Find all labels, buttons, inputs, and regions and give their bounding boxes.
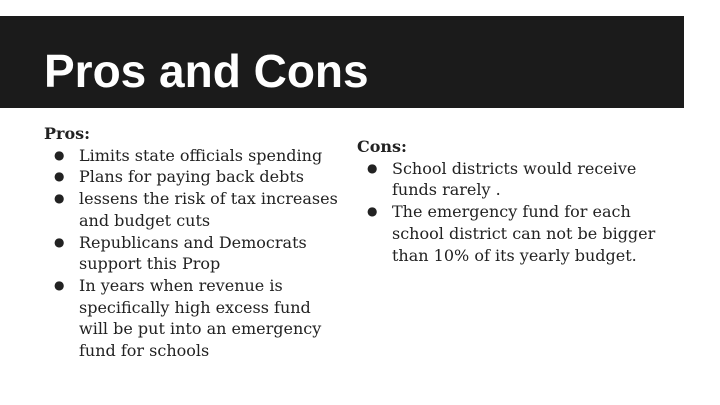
cons-list bbox=[357, 158, 657, 267]
bullet-icon: ● bbox=[367, 204, 378, 219]
slide-title: Pros and Cons bbox=[44, 45, 369, 97]
bullet-icon: ● bbox=[54, 234, 65, 249]
list-item: ● In years when revenue is specifically high excess fund will be put into an emergency fund for schools bbox=[54, 275, 322, 361]
bullet-icon: ● bbox=[54, 277, 65, 292]
bullet-icon: ● bbox=[367, 160, 378, 175]
pros-heading: Pros: bbox=[44, 124, 91, 143]
cons-heading: Cons: bbox=[357, 137, 407, 156]
pros-list bbox=[44, 145, 344, 362]
bullet-icon: ● bbox=[54, 147, 65, 162]
list-item: ● Plans for paying back debts bbox=[54, 167, 304, 187]
pros-column bbox=[44, 123, 344, 362]
cons-column bbox=[357, 136, 657, 266]
list-item: ● lessens the risk of tax increases and budget cuts bbox=[54, 189, 338, 230]
list-item: ● The emergency fund for each school district can not be bigger than 10% of its yearly budget. bbox=[367, 202, 656, 265]
list-item: ● Republicans and Democrats support this Prop bbox=[54, 232, 307, 274]
list-item: ● School districts would receive funds rarely . bbox=[367, 158, 637, 200]
list-item: ● Limits state officials spending bbox=[54, 145, 323, 165]
bullet-icon: ● bbox=[54, 191, 65, 206]
bullet-icon: ● bbox=[54, 169, 65, 184]
